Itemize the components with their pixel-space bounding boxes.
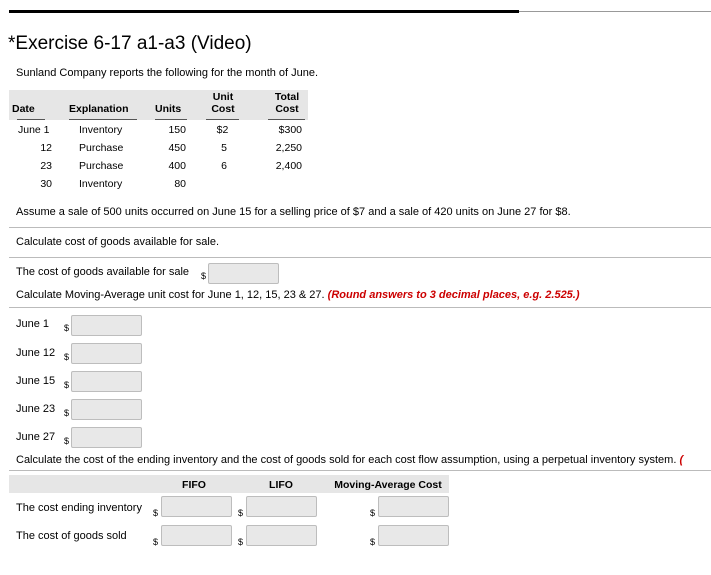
cogs-lifo-input[interactable] — [246, 525, 317, 546]
col-header-total-cost: Total Cost — [274, 91, 300, 115]
part3-instruction: Calculate the cost of the ending inventory and the cost of goods sold for each cost flow assumption, using a perpetual inventory system. ( — [16, 454, 684, 466]
underline-units — [155, 119, 187, 120]
june-23-input[interactable] — [71, 399, 142, 420]
currency-symbol: $ — [238, 537, 244, 547]
june-27-input[interactable] — [71, 427, 142, 448]
currency-symbol: $ — [64, 352, 70, 362]
rounding-note: (Round answers to 3 decimal places, e.g. 2.525.) — [327, 289, 580, 301]
currency-symbol: $ — [64, 380, 70, 390]
june-12-input[interactable] — [71, 343, 142, 364]
currency-symbol: $ — [370, 537, 376, 547]
currency-symbol: $ — [153, 537, 159, 547]
top-rule — [9, 10, 519, 13]
currency-symbol: $ — [64, 323, 70, 333]
june-1-input[interactable] — [71, 315, 142, 336]
part3-note-fragment: ( — [679, 454, 684, 466]
intro-text: Sunland Company reports the following for the month of June. — [16, 67, 319, 79]
ending-inventory-moving-average-input[interactable] — [378, 496, 449, 517]
col-header-unit-cost: Unit Cost — [211, 91, 235, 115]
col-header-date: Date — [12, 103, 35, 115]
col-header-fifo: FIFO — [182, 479, 206, 491]
top-rule-thin — [519, 11, 711, 12]
ending-inventory-lifo-input[interactable] — [246, 496, 317, 517]
part1-instruction: Calculate cost of goods available for sale. — [16, 236, 220, 248]
currency-symbol: $ — [370, 508, 376, 518]
exercise-title: *Exercise 6-17 a1-a3 (Video) — [8, 33, 252, 54]
ending-inventory-fifo-input[interactable] — [161, 496, 232, 517]
june-15-input[interactable] — [71, 371, 142, 392]
cogas-label: The cost of goods available for sale — [16, 266, 190, 278]
section-divider — [9, 307, 711, 308]
underline-total-cost — [268, 119, 305, 120]
col-header-units: Units — [155, 103, 182, 115]
assumption-text: Assume a sale of 500 units occurred on June 15 for a selling price of $7 and a sale of 420 units on June 27 for $8. — [16, 206, 571, 218]
part2-instruction: Calculate Moving-Average unit cost for June 1, 12, 15, 23 & 27. (Round answers to 3 decimal places, e.g. 2.525.) — [16, 289, 580, 301]
currency-symbol: $ — [201, 271, 207, 281]
col-header-moving-average: Moving-Average Cost — [334, 479, 442, 491]
currency-symbol: $ — [153, 508, 159, 518]
currency-symbol: $ — [238, 508, 244, 518]
col-header-explanation: Explanation — [69, 103, 129, 115]
underline-date — [17, 119, 45, 120]
section-divider — [9, 470, 711, 471]
underline-unit-cost — [206, 119, 239, 120]
section-divider — [9, 227, 711, 228]
section-divider — [9, 257, 711, 258]
underline-explanation — [69, 119, 137, 120]
currency-symbol: $ — [64, 408, 70, 418]
currency-symbol: $ — [64, 436, 70, 446]
cogs-fifo-input[interactable] — [161, 525, 232, 546]
cogas-input[interactable] — [208, 263, 279, 284]
col-header-lifo: LIFO — [269, 479, 293, 491]
cogs-moving-average-input[interactable] — [378, 525, 449, 546]
